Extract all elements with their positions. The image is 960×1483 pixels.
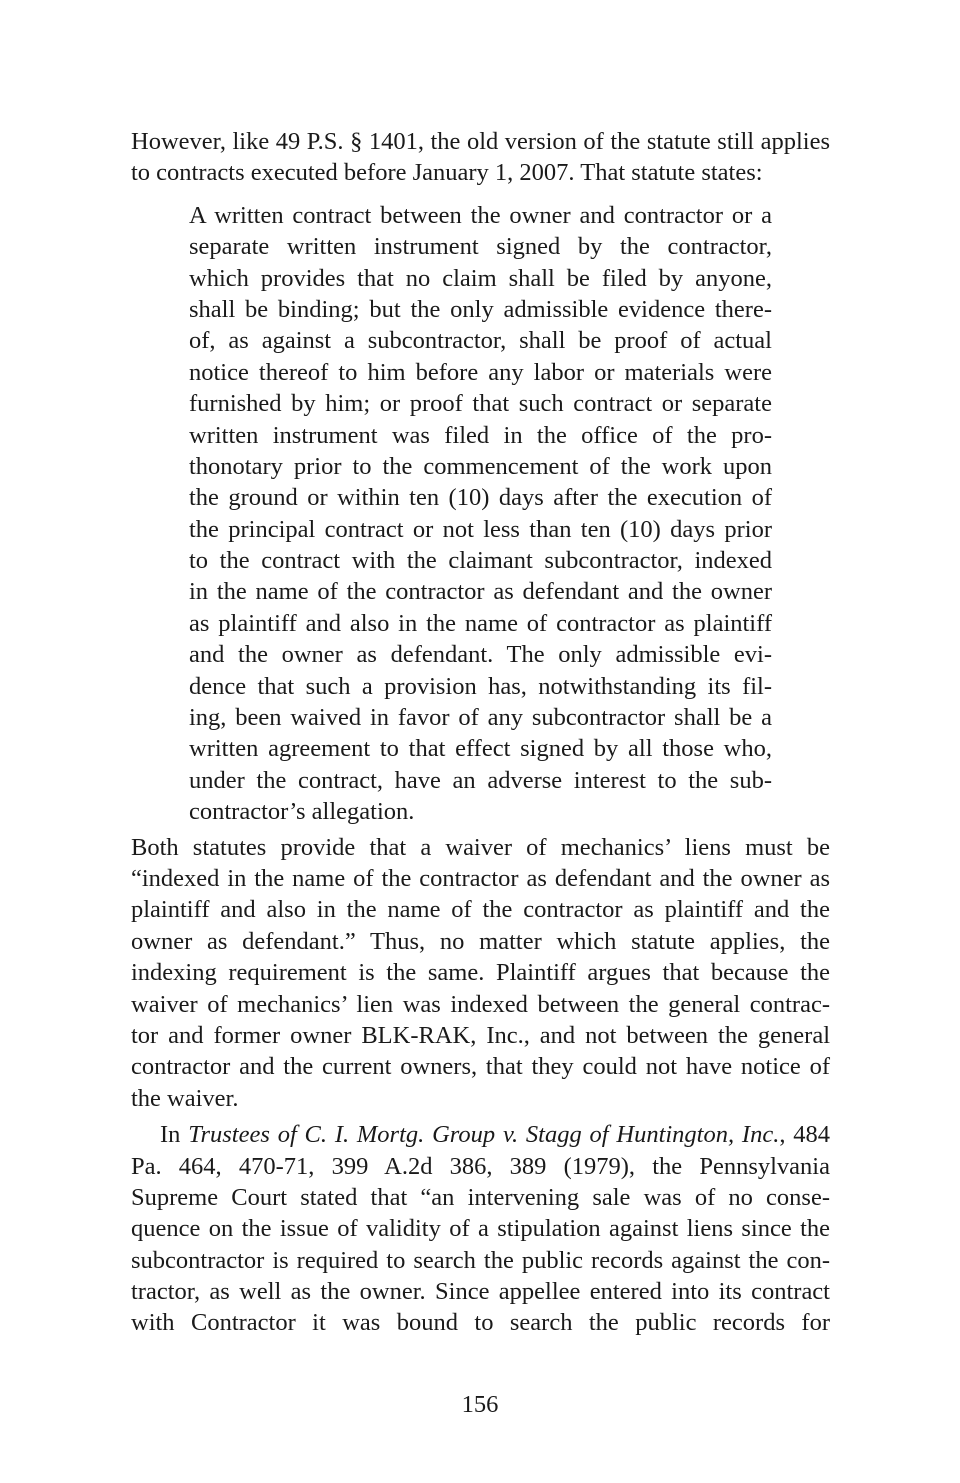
quote-line: which provides that no claim shall be filed by anyone, <box>189 264 772 292</box>
intro-paragraph <box>131 126 830 189</box>
text-line: tractor, as well as the owner. Since appellee entered into its contract <box>131 1278 830 1306</box>
text-line <box>131 1119 830 1150</box>
text-line: plaintiff and also in the name of the contractor as plaintiff and the <box>131 896 830 924</box>
quote-line: as plaintiff and also in the name of contractor as plaintiff <box>189 609 772 637</box>
text-line: with Contractor it was bound to search the public records for <box>131 1309 830 1337</box>
quote-line: of, as against a subcontractor, shall be proof of actual <box>189 327 772 355</box>
text-line: quence on the issue of validity of a stipulation against liens since the <box>131 1215 830 1243</box>
quote-line: furnished by him; or proof that such contract or separate <box>189 390 772 418</box>
line-prefix: In <box>160 1121 189 1149</box>
quote-line: under the contract, have an adverse interest to the sub- <box>189 766 772 794</box>
quote-line: to the contract with the claimant subcontractor, indexed <box>189 547 772 575</box>
text-line: Supreme Court stated that “an intervening sale was of no conse- <box>131 1183 830 1211</box>
quote-line: dence that such a provision has, notwithstanding its fil- <box>189 672 772 700</box>
quote-line: and the owner as defendant. The only admissible evi- <box>189 641 772 669</box>
statutes-paragraph <box>131 832 830 1115</box>
quote-line: the principal contract or not less than ten (10) days prior <box>189 515 772 543</box>
quote-line: written agreement to that effect signed by all those who, <box>189 735 772 763</box>
statute-block-quote <box>189 200 772 828</box>
quote-line: A written contract between the owner and contractor or a <box>189 201 772 229</box>
quote-line: written instrument was filed in the office of the pro- <box>189 421 772 449</box>
text-line: waiver of mechanics’ lien was indexed between the general contrac- <box>131 990 830 1018</box>
quote-line: thonotary prior to the commencement of the work upon <box>189 452 772 480</box>
line-suffix: , 484 <box>779 1121 831 1149</box>
quote-line: shall be binding; but the only admissible evidence there- <box>189 295 772 323</box>
case-law-paragraph <box>131 1119 830 1339</box>
text-line: subcontractor is required to search the public records against the con- <box>131 1246 830 1274</box>
case-citation-name: Trustees of C. I. Mortg. Group v. Stagg of Huntington, Inc. <box>188 1121 780 1149</box>
quote-line: notice thereof to him before any labor or materials were <box>189 358 772 386</box>
quote-line: in the name of the contractor as defendant and the owner <box>189 578 772 606</box>
text-line: to contracts executed before January 1, 2007. That statute states: <box>131 159 763 187</box>
text-line: contractor and the current owners, that they could not have notice of <box>131 1053 830 1081</box>
quote-line: contractor’s allegation. <box>189 798 415 826</box>
text-line: the waiver. <box>131 1084 239 1112</box>
text-line: owner as defendant.” Thus, no matter which statute applies, the <box>131 927 830 955</box>
text-line: indexing requirement is the same. Plaintiff argues that because the <box>131 959 830 987</box>
text-line: “indexed in the name of the contractor as defendant and the owner as <box>131 864 830 892</box>
text-line: Pa. 464, 470-71, 399 A.2d 386, 389 (1979), the Pennsylvania <box>131 1152 830 1180</box>
quote-line: ing, been waived in favor of any subcontractor shall be a <box>189 704 772 732</box>
page-body <box>131 126 830 1339</box>
text-line: However, like 49 P.S. § 1401, the old version of the statute still applies <box>131 128 830 155</box>
text-line: tor and former owner BLK-RAK, Inc., and not between the general <box>131 1021 830 1049</box>
text-line: Both statutes provide that a waiver of mechanics’ liens must be <box>131 833 830 861</box>
page-number: 156 <box>461 1391 499 1418</box>
quote-line: separate written instrument signed by the contractor, <box>189 233 772 261</box>
quote-line: the ground or within ten (10) days after the execution of <box>189 484 772 512</box>
